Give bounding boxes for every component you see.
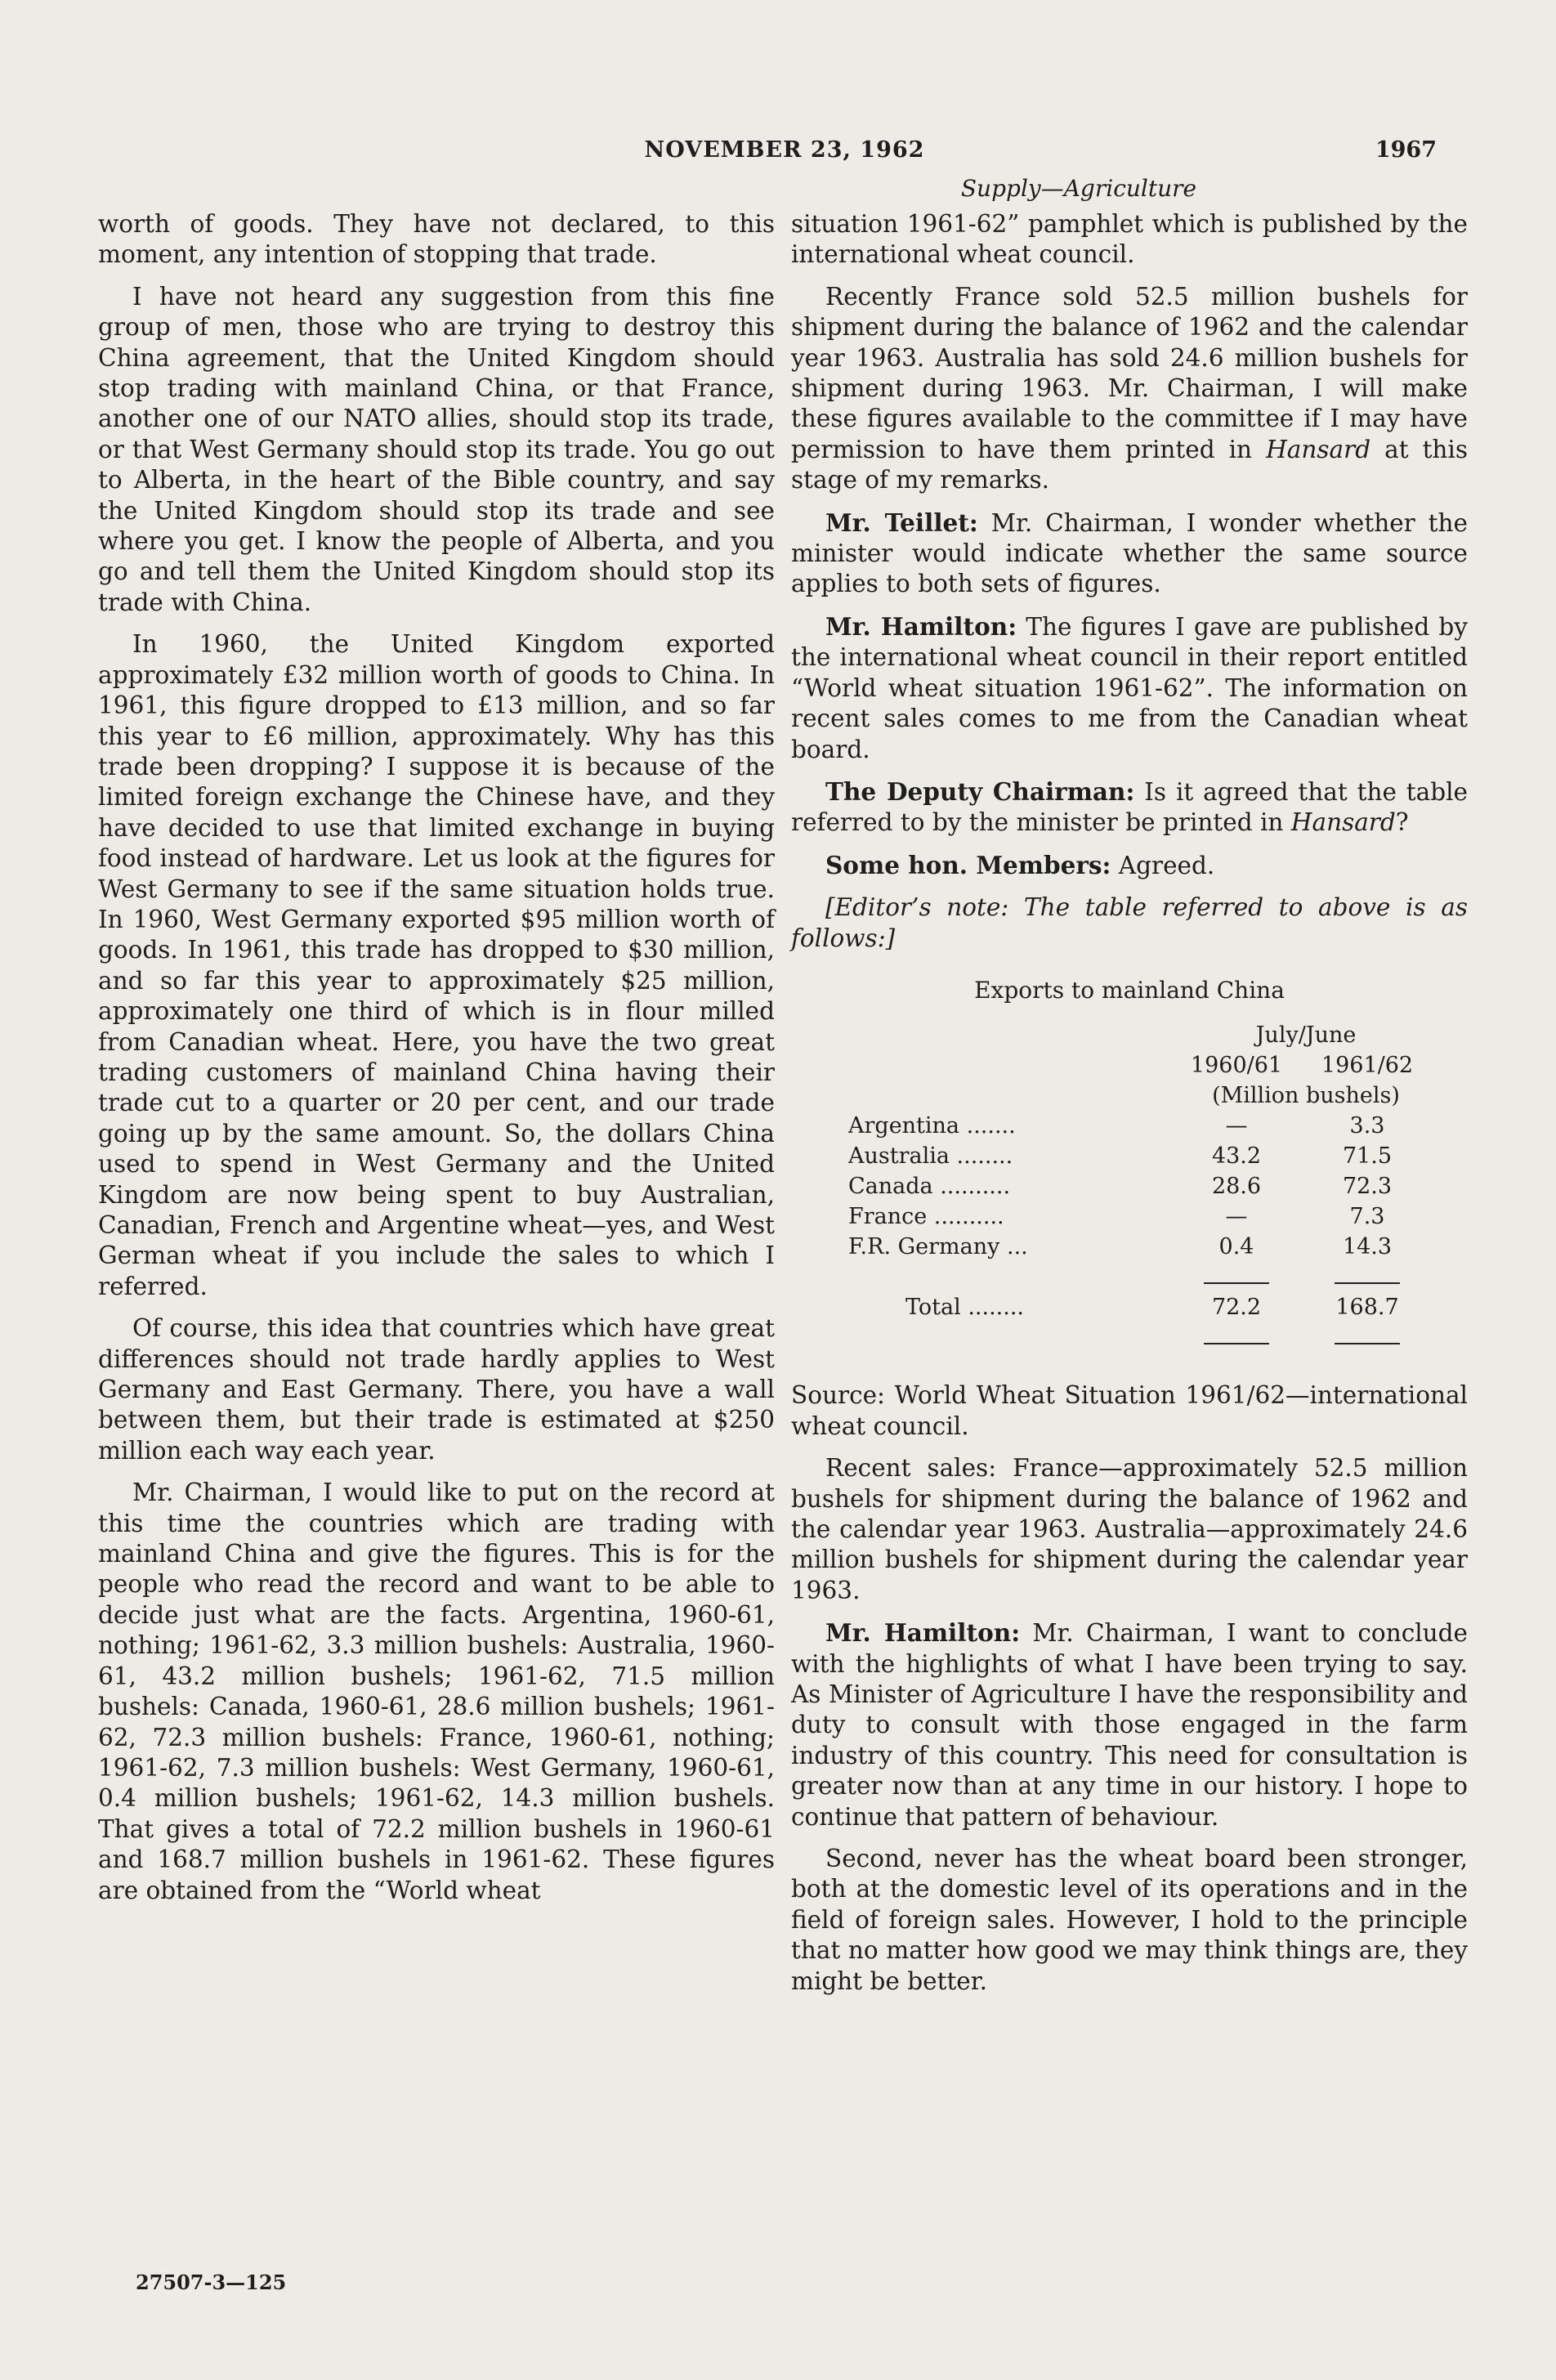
table-row (848, 1232, 1437, 1262)
rule-line (1204, 1282, 1269, 1284)
country-cell: Argentina ....... (848, 1113, 1016, 1139)
total-value: 72.2 (1211, 1295, 1262, 1321)
table-period: July/June (1255, 1022, 1357, 1049)
paragraph-text: Is it agreed that the table referred to by the minister be printed in (791, 777, 1469, 837)
paragraph: Mr. Chairman, I would like to put on the record at this time the countries which are trading with mainland China and give the figures. This is for the people who read the record and want to be able to decide just what are the facts. Argentina, 1960-61, nothing; 1961-62, 3.3 million bushels: Australia, 1960-61, 43.2 million bushels; 1961-62, 71.5 million bushels: Canada, 1960-61, 28.6 million bushels; 1961-62, 72.3 million bushels: France, 1960-61, nothing; 1961-62, 7.3 million bushels: West Germany, 1960-61, 0.4 million bushels; 1961-62, 14.3 million bushels. That gives a total of 72.2 million bushels in 1960-61 and 168.7 million bushels in 1961-62. These figures are obtained from the “World wheat (98, 1479, 775, 1904)
value-cell: 43.2 (1211, 1143, 1262, 1170)
paragraph-text: Mr. Chairman, I wonder whether the minister would indicate whether the same source applies to both sets of figures. (791, 508, 1468, 598)
country-cell: Canada .......... (848, 1174, 1011, 1200)
section-heading: Supply—Agriculture (960, 175, 1197, 202)
speaker-name: Mr. Teillet: (825, 508, 978, 537)
paragraph (791, 282, 1468, 496)
paragraph: I have not heard any suggestion from this fine group of men, those who are trying to destroy this China agreement, that the United Kingdom should stop trading with mainland China, or that France, another one of our NATO allies, should stop its trade, or that West Germany should stop its trade. You go out to Alberta, in the heart of the Bible country, and say the United Kingdom should stop its trade and see where you get. I know the people of Alberta, and you go and tell them the United Kingdom should stop its trade with China. (98, 282, 775, 616)
value-cell: 71.5 (1342, 1143, 1393, 1170)
country-cell: France .......... (848, 1204, 1004, 1230)
exports-table (848, 1020, 1437, 1353)
column-header: 1960/61 (1190, 1053, 1283, 1079)
speaker-name: Mr. Hamilton: (825, 611, 1017, 641)
page-date: NOVEMBER 23, 1962 (644, 137, 925, 163)
paragraph: Of course, this idea that countries which have great differences should not trade hardly applies to West Germany and East Germany. There, you have a wall between them, but their trade is estimated at $250 million each way each year. (98, 1314, 775, 1465)
value-cell: — (1225, 1204, 1248, 1230)
total-row (848, 1292, 1437, 1322)
column-header: 1961/62 (1321, 1053, 1414, 1079)
paragraph: Recent sales: France—approximately 52.5 million bushels for shipment during the balance of 1962 and the calendar year 1963. Australia—approximately 24.6 million bushels for shipment during the calendar year 1963. (791, 1454, 1468, 1604)
paragraph: In 1960, the United Kingdom exported approximately £32 million worth of goods to China. In 1961, this figure dropped to £13 million, and so far this year to £6 million, approximately. Why has this trade been dropping? I suppose it is because of the limited foreign exchange the Chinese have, and they have decided to use that limited exchange in buying food instead of hardware. Let us look at the figures for West Germany to see if the same situation holds true. In 1960, West Germany exported $95 million worth of goods. In 1961, this trade has dropped to $30 million, and so far this year to approximately $25 million, approximately one third of which is in flour milled from Canadian wheat. Here, you have the two great trading customers of mainland China having their trade cut to a quarter or 20 per cent, and our trade going up by the same amount. So, the dollars China used to spend in West Germany and the United Kingdom are now being spent to buy Australian, Canadian, French and Argentine wheat—yes, and West German wheat if you include the sales to which I referred. (98, 630, 775, 1300)
paragraph-text: at this stage of my remarks. (791, 435, 1469, 494)
value-cell: 3.3 (1349, 1113, 1385, 1139)
paragraph-text: The figures I gave are published by the international wheat council in their report entitled “World wheat situation 1961-62”. The information on recent sales comes to me from the Canadian wheat board. (791, 612, 1468, 763)
paragraph: Second, never has the wheat board been stronger, both at the domestic level of its operations and in the field of foreign sales. However, I hold to the principle that no matter how good we may think things are, they might be better. (791, 1845, 1468, 1995)
table-unit: (Million bushels) (1212, 1083, 1400, 1109)
total-value: 168.7 (1335, 1295, 1399, 1321)
paragraph (791, 508, 1468, 600)
total-rule (848, 1262, 1437, 1292)
table-title: Exports to mainland China (974, 976, 1285, 1004)
paragraph-text: Agreed. (1111, 851, 1215, 879)
print-code: 27507-3—125 (136, 2270, 287, 2294)
hansard-ref: Hansard (1266, 435, 1371, 463)
paragraph-text: Mr. Chairman, I want to conclude with the highlights of what I have been trying to say. As Minister of Agriculture I have the responsibility and duty to consult with those engaged in the farm industry of this country. This need for consultation is greater now than at any time in our history. I hope to continue that pattern of behaviour. (791, 1619, 1468, 1831)
paragraph: worth of goods. They have not declared, to this moment, any intention of stopping that trade. (98, 210, 775, 269)
page-number: 1967 (1375, 137, 1437, 163)
table-row (848, 1111, 1437, 1141)
rule-line (1335, 1282, 1400, 1284)
left-column (98, 209, 775, 1917)
value-cell: 0.4 (1218, 1234, 1254, 1260)
paragraph (791, 850, 1468, 881)
total-label: Total ........ (905, 1295, 1024, 1321)
speaker-name: Mr. Hamilton: (825, 1618, 1021, 1648)
table-source: Source: World Wheat Situation 1961/62—international wheat council. (791, 1381, 1468, 1440)
editor-note: [Editor’s note: The table referred to above is as follows:] (791, 893, 1468, 952)
total-rule (848, 1322, 1437, 1353)
table-row (848, 1171, 1437, 1201)
value-cell: 7.3 (1349, 1204, 1385, 1230)
value-cell: 28.6 (1211, 1174, 1262, 1200)
paragraph (791, 776, 1468, 839)
table-row (848, 1141, 1437, 1171)
paragraph: situation 1961-62” pamphlet which is published by the international wheat council. (791, 210, 1468, 269)
speaker-name: The Deputy Chairman: (825, 776, 1135, 806)
paragraph-text: Recently France sold 52.5 million bushels for shipment during the balance of 1962 and the calendar year 1963. Australia has sold 24.6 million bushels for shipment during 1963. Mr. Chairman, I will make these figures available to the committee if I may have permission to have them printed in (791, 282, 1468, 463)
paragraph (791, 1617, 1468, 1832)
value-cell: 72.3 (1342, 1174, 1393, 1200)
country-cell: Australia ........ (848, 1143, 1013, 1170)
table-row (848, 1201, 1437, 1232)
rule-line (1335, 1343, 1400, 1344)
value-cell: 14.3 (1342, 1234, 1393, 1260)
value-cell: — (1225, 1113, 1248, 1139)
rule-line (1204, 1343, 1269, 1344)
country-cell: F.R. Germany ... (848, 1234, 1028, 1260)
paragraph-text: ? (1395, 808, 1409, 837)
right-column (791, 209, 1468, 2008)
hansard-ref: Hansard (1290, 808, 1396, 837)
speaker-name: Some hon. Members: (825, 850, 1111, 879)
paragraph (791, 611, 1468, 765)
